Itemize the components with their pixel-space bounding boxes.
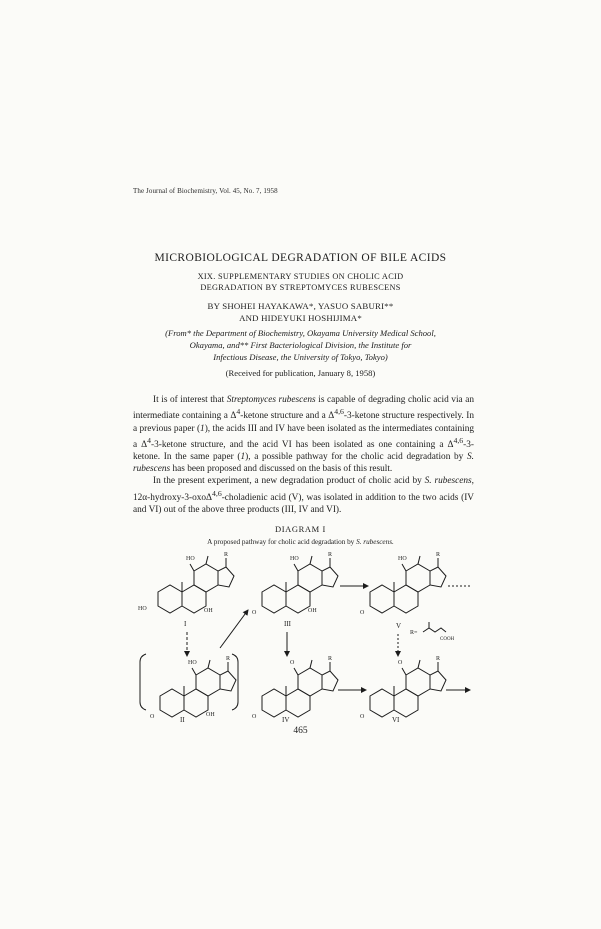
label-v: V bbox=[396, 622, 402, 630]
svg-text:R: R bbox=[226, 656, 231, 662]
svg-text:O: O bbox=[150, 714, 155, 720]
structure-iv bbox=[252, 656, 338, 720]
diagram-caption: A proposed pathway for cholic acid degradation by S. rubescens. bbox=[207, 538, 394, 546]
structure-vi bbox=[360, 656, 446, 720]
svg-text:R: R bbox=[328, 552, 333, 558]
svg-text:HO: HO bbox=[186, 556, 195, 562]
article-body bbox=[133, 394, 474, 516]
diagram-title: DIAGRAM I bbox=[275, 524, 326, 534]
structure-ii bbox=[150, 656, 236, 720]
journal-citation: The Journal of Biochemistry, Vol. 45, No. 7, 1958 bbox=[133, 187, 278, 195]
r-group-definition bbox=[410, 622, 455, 642]
svg-text:R: R bbox=[328, 656, 333, 662]
label-ii: II bbox=[180, 716, 185, 724]
subtitle-line: XIX. SUPPLEMENTARY STUDIES ON CHOLIC ACID bbox=[197, 272, 404, 281]
label-vi: VI bbox=[392, 716, 400, 724]
paragraph: It is of interest that Streptomyces rubescens is capable of degrading cholic acid via an intermediate containing a $\Delta^4$-ketone structure and a Δ$^{4,6}$-3-ketone structure respectively. In a previous paper (1), the acids III and IV have been isolated as the intermediates containing a $\Delta^4-3$-ketone structure, and the acid VI has been isolated as one containing a Δ$^{4,6}$-3-ketone. In the same paper (1), a possible pathway for the cholic acid degradation by S. rubescens has been proposed and discussed on the basis of this result. bbox=[133, 395, 475, 475]
structure-iii bbox=[252, 552, 338, 616]
affiliation-line: Infectious Disease, the University of Tokyo, Tokyo) bbox=[213, 352, 388, 362]
article-subtitle bbox=[0, 271, 601, 293]
received-date: (Received for publication, January 8, 1958) bbox=[225, 368, 376, 378]
subtitle-line: DEGRADATION BY STREPTOMYCES RUBESCENS bbox=[200, 283, 401, 292]
authors bbox=[0, 300, 601, 324]
label-iv: IV bbox=[282, 716, 290, 724]
svg-text:O: O bbox=[252, 610, 257, 616]
svg-text:R=: R= bbox=[410, 630, 418, 636]
article-title: MICROBIOLOGICAL DEGRADATION OF BILE ACIDS bbox=[154, 252, 447, 264]
authors-line: BY SHOHEI HAYAKAWA*, YASUO SABURI** bbox=[207, 301, 394, 311]
svg-text:O: O bbox=[398, 660, 403, 666]
svg-text:HO: HO bbox=[290, 556, 299, 562]
affiliation-line: Okayama, and** First Bacteriological Division, the Institute for bbox=[189, 340, 412, 350]
affiliations bbox=[0, 327, 601, 363]
affiliation-line: (From* the Department of Biochemistry, Okayama University Medical School, bbox=[165, 328, 436, 338]
svg-text:HO: HO bbox=[188, 660, 197, 666]
svg-text:O: O bbox=[252, 714, 257, 720]
svg-text:HO: HO bbox=[138, 606, 147, 612]
svg-text:R: R bbox=[436, 552, 441, 558]
structure-i bbox=[138, 552, 234, 614]
svg-text:O: O bbox=[290, 660, 295, 666]
svg-text:HO: HO bbox=[398, 556, 407, 562]
page-number: 465 bbox=[293, 726, 308, 736]
arrow-ii-to-iii bbox=[220, 610, 248, 648]
label-iii: III bbox=[284, 620, 291, 628]
svg-text:OH: OH bbox=[204, 608, 213, 614]
svg-text:R: R bbox=[436, 656, 441, 662]
svg-text:OH: OH bbox=[206, 712, 215, 718]
svg-text:O: O bbox=[360, 714, 365, 720]
authors-line: AND HIDEYUKI HOSHIJIMA* bbox=[239, 313, 362, 323]
paragraph: In the present experiment, a new degradation product of cholic acid by S. rubescens, 12α-hydroxy-3-oxoΔ$^{4,6}$-choladienic acid (V), was isolated in addition to the two acids (IV and VI) out of the above three products (III, IV and VI). bbox=[133, 476, 474, 515]
label-i: I bbox=[184, 620, 187, 628]
bracket-left bbox=[140, 654, 146, 710]
svg-text:R: R bbox=[224, 552, 229, 558]
svg-text:COOH: COOH bbox=[440, 637, 455, 642]
svg-text:OH: OH bbox=[308, 608, 317, 614]
svg-text:O: O bbox=[360, 610, 365, 616]
pathway-diagram bbox=[140, 548, 470, 723]
structure-v bbox=[360, 552, 446, 616]
